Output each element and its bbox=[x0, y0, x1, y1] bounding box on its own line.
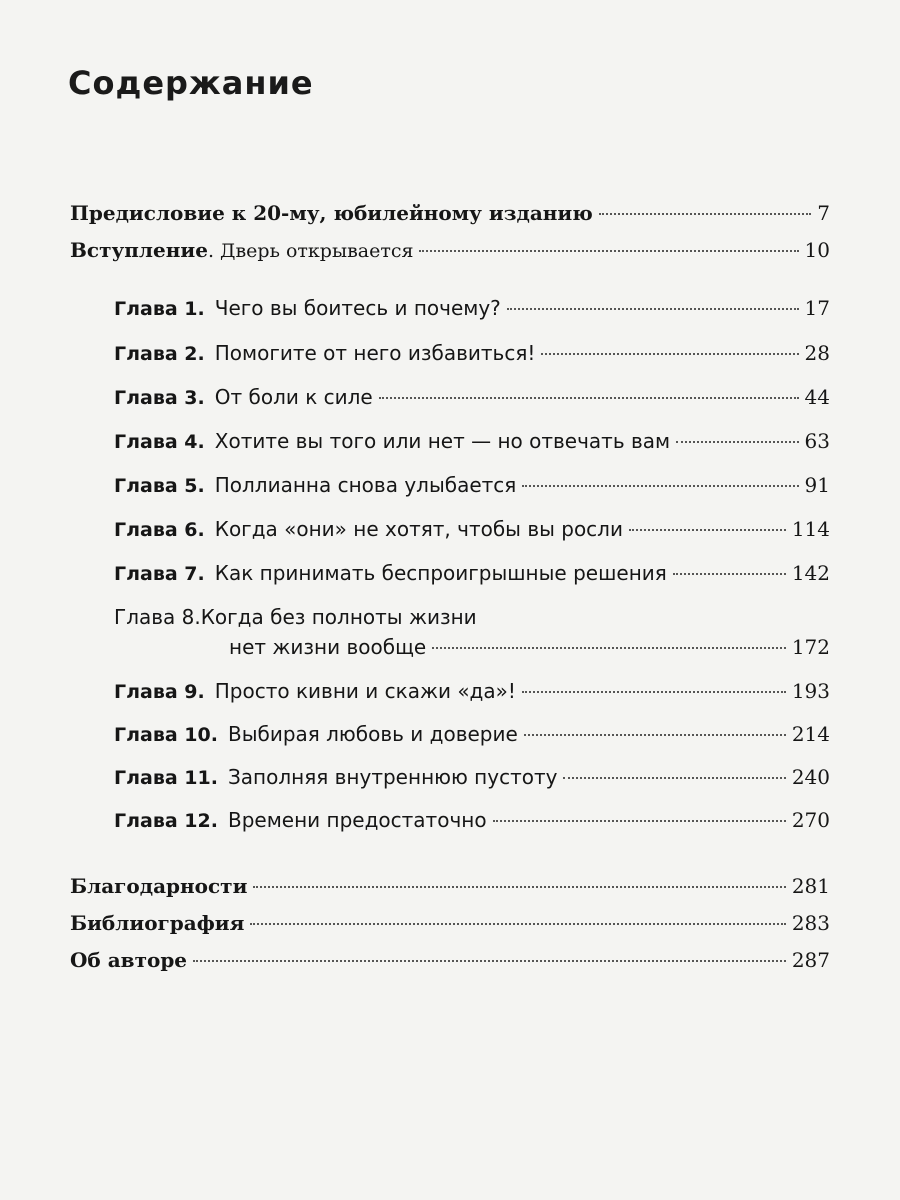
page-number: 240 bbox=[791, 765, 830, 789]
chapter-title: Хотите вы того или нет — но отвечать вам bbox=[214, 429, 671, 453]
page-number: 172 bbox=[791, 635, 830, 659]
chapter-label: Глава 10. bbox=[114, 724, 218, 746]
page-number: 281 bbox=[791, 874, 830, 898]
chapter-title: Чего вы боитесь и почему? bbox=[214, 296, 501, 320]
chapter-title: Когда без полноты жизни bbox=[200, 605, 477, 629]
page-number: 10 bbox=[804, 238, 830, 262]
toc-entry-foreword[interactable] bbox=[70, 199, 830, 227]
chapter-title: Помогите от него избавиться! bbox=[214, 341, 536, 365]
toc-entry-bibliography[interactable] bbox=[70, 909, 830, 937]
toc-entry-chapter[interactable] bbox=[114, 471, 830, 500]
dot-leader bbox=[524, 734, 786, 736]
chapter-title-continued: нет жизни вообще bbox=[229, 635, 427, 659]
chapter-label: Глава 1. bbox=[114, 298, 205, 320]
toc-entry-chapter[interactable] bbox=[114, 339, 830, 368]
entry-label: Благодарности bbox=[70, 874, 248, 898]
chapter-title: Когда «они» не хотят, чтобы вы росли bbox=[214, 517, 623, 541]
chapter-label: Глава 3. bbox=[114, 387, 205, 409]
toc-entry-chapter[interactable] bbox=[114, 559, 830, 588]
chapter-label: Глава 4. bbox=[114, 431, 205, 453]
toc-entry-chapter[interactable] bbox=[114, 515, 830, 544]
chapter-title: Времени предостаточно bbox=[227, 808, 487, 832]
dot-leader bbox=[522, 691, 786, 693]
dot-leader bbox=[419, 250, 798, 252]
dot-leader bbox=[193, 960, 786, 962]
dot-leader bbox=[507, 308, 799, 310]
entry-title: . Дверь открывается bbox=[207, 240, 414, 262]
chapter-label: Глава 6. bbox=[114, 519, 205, 541]
toc-entry-chapter[interactable] bbox=[114, 383, 830, 412]
dot-leader bbox=[379, 397, 799, 399]
page-number: 28 bbox=[804, 341, 830, 365]
chapter-title: Просто кивни и скажи «да»! bbox=[214, 679, 516, 703]
toc-entry-chapter[interactable] bbox=[114, 427, 830, 456]
dot-leader bbox=[629, 529, 786, 531]
toc-entry-chapter[interactable] bbox=[114, 602, 830, 662]
page-number: 214 bbox=[791, 722, 830, 746]
dot-leader bbox=[522, 485, 798, 487]
chapter-label: Глава 9. bbox=[114, 681, 205, 703]
chapter-label: Глава 7. bbox=[114, 563, 205, 585]
page-number: 270 bbox=[791, 808, 830, 832]
page-number: 7 bbox=[817, 201, 830, 225]
dot-leader bbox=[541, 353, 798, 355]
page-number: 114 bbox=[791, 517, 830, 541]
chapter-title: От боли к силе bbox=[214, 385, 373, 409]
chapter-title: Поллианна снова улыбается bbox=[214, 473, 517, 497]
chapter-label: Глава 12. bbox=[114, 810, 218, 832]
dot-leader bbox=[563, 777, 785, 779]
page-number: 17 bbox=[804, 296, 830, 320]
chapter-title: Как принимать беспроигрышные решения bbox=[214, 561, 667, 585]
toc-entry-acknowledgements[interactable] bbox=[70, 872, 830, 900]
toc-entry-chapter[interactable] bbox=[114, 806, 830, 835]
toc-entry-about-author[interactable] bbox=[70, 946, 830, 974]
page-number: 287 bbox=[791, 948, 830, 972]
page-number: 91 bbox=[804, 473, 830, 497]
toc-heading: Содержание bbox=[68, 64, 314, 102]
chapter-label: Глава 2. bbox=[114, 343, 205, 365]
chapter-title: Выбирая любовь и доверие bbox=[227, 722, 518, 746]
toc-entry-chapter[interactable] bbox=[114, 677, 830, 706]
page-number: 142 bbox=[791, 561, 830, 585]
toc-entry-introduction[interactable] bbox=[70, 236, 830, 265]
toc-entry-chapter[interactable] bbox=[114, 294, 830, 323]
page-number: 283 bbox=[791, 911, 830, 935]
chapter-label: Глава 11. bbox=[114, 767, 218, 789]
dot-leader bbox=[432, 647, 786, 649]
entry-label: Библиография bbox=[70, 911, 245, 935]
entry-label: Предисловие к 20-му, юбилейному изданию bbox=[70, 201, 593, 225]
page-number: 193 bbox=[791, 679, 830, 703]
entry-label: Об авторе bbox=[70, 948, 188, 972]
toc-entry-chapter[interactable] bbox=[114, 763, 830, 792]
dot-leader bbox=[673, 573, 786, 575]
dot-leader bbox=[599, 213, 812, 215]
entry-label: Вступление bbox=[70, 238, 208, 262]
page-number: 63 bbox=[804, 429, 830, 453]
chapter-title: Заполняя внутреннюю пустоту bbox=[227, 765, 558, 789]
chapter-label: Глава 8. bbox=[114, 605, 201, 629]
dot-leader bbox=[493, 820, 786, 822]
toc-entry-chapter[interactable] bbox=[114, 720, 830, 749]
dot-leader bbox=[676, 441, 798, 443]
chapter-label: Глава 5. bbox=[114, 475, 205, 497]
page-number: 44 bbox=[804, 385, 830, 409]
dot-leader bbox=[253, 886, 785, 888]
dot-leader bbox=[250, 923, 785, 925]
